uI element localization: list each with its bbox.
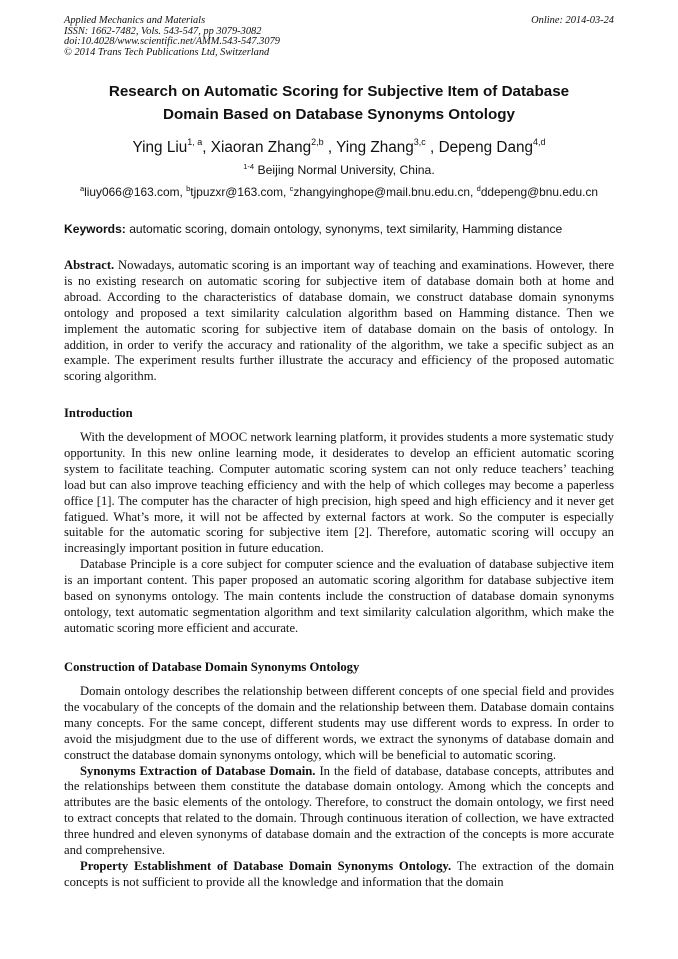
email-address: ddepeng@bnu.edu.cn xyxy=(480,185,599,199)
paragraph-text: The extraction of the domain concepts is not sufficient to provide all the knowledge and information that the domain xyxy=(64,858,614,889)
affiliation-mark: 1-4 xyxy=(243,162,255,171)
paper-title xyxy=(64,80,614,126)
author-name: Ying Liu xyxy=(132,139,188,156)
paragraph xyxy=(64,764,614,859)
author-affiliation-mark: 2,b xyxy=(311,137,324,147)
section-introduction xyxy=(64,430,614,637)
title-line: Domain Based on Database Synonyms Ontology xyxy=(163,106,515,123)
abstract-text: Nowadays, automatic scoring is an important way of teaching and examinations. However, there is no existing research on automatic scoring for subjective item of database domain both at home and abroad. According to the characteristics of database domain, we construct database domain synonyms ontology and proposed a text similarity calculation algorithm based on Hamming distance. Then we implement the automatic scoring for subjective item of database domain on the basis of ontology. In addition, in order to verify the accuracy and rationality of the algorithm, we take a specific subject as an example. The experiment results further illustrate the accuracy and efficiency of the proposed automatic scoring algorithm. xyxy=(64,258,614,384)
paragraph: Database Principle is a core subject for computer science and the evaluation of database subjective item is an important content. This paper proposed an automatic scoring algorithm for database subjective item based on synonyms ontology. The main contents include the construction of database domain synonyms ontology, text automatic segmentation algorithm and text similarity calculation algorithm, which make the automatic scoring more efficient and accurate. xyxy=(64,557,614,635)
author-name: Xiaoran Zhang xyxy=(210,139,312,156)
online-date: Online: 2014-03-24 xyxy=(531,15,614,26)
journal-header xyxy=(64,16,614,58)
issn-line: ISSN: 1662-7482, Vols. 543-547, pp 3079-3082 xyxy=(64,25,262,37)
keywords xyxy=(64,222,614,236)
section-heading-construction: Construction of Database Domain Synonyms Ontology xyxy=(64,660,360,674)
author-affiliation-mark: 4,d xyxy=(532,137,546,147)
email-mark: a xyxy=(79,184,85,193)
section-construction xyxy=(64,684,614,891)
author-separator: , xyxy=(202,139,211,156)
copyright-line: © 2014 Trans Tech Publications Ltd, Switzerland xyxy=(64,46,270,58)
email-address: liuy066@163.com, xyxy=(84,185,187,199)
author-name: Depeng Dang xyxy=(438,139,533,156)
email-mark: d xyxy=(476,184,481,193)
paragraph: With the development of MOOC network learning platform, it provides students a more systematic study opportunity. In this new online learning mode, it desiderates to develop an efficient automatic scoring system to facilitate teaching. Computer automatic scoring system can not only reduce teachers’ teaching load but can also improve teaching efficiency and with the help of which colleges may become a paperless office [1]. The computer has the character of high precision, high speed and high efficiency and it never get fatigued. What’s more, it will not be affected by external factors at work. So the computer is especially suitable for the automatic scoring for subjective item [2]. Therefore, automatic scoring will occupy an increasingly important position in future education. xyxy=(64,430,614,556)
paragraph-text: In the field of database, database concepts, attributes and the relationships between them constitute the database domain ontology. Among which the concepts and attributes are the basic elements of the ontology. Therefore, to construct the domain ontology, we first need to extract concepts that related to the domain. Through continuous iteration of collection, we have extracted three hundred and eleven synonyms of database domain and the extraction of the concepts is more accurate and comprehensive. xyxy=(64,763,614,858)
journal-name: Applied Mechanics and Materials xyxy=(64,15,206,26)
email-address: tjpuzxr@163.com, xyxy=(190,185,290,199)
affiliation-text: Beijing Normal University, China. xyxy=(254,163,435,177)
email-address: zhangyinghope@mail.bnu.edu.cn, xyxy=(293,185,477,199)
section-heading-introduction: Introduction xyxy=(64,406,133,420)
paragraph: Domain ontology describes the relationship between different concepts of one special field and provides the vocabulary of the concepts of the domain and the relationship between them. Database domain contains many concepts. For the same concept, different students may use different words to express. In order to avoid the misjudgment due to the use of different words, we extract the synonyms of database domain and construct the database domain synonyms ontology, which will be beneficial to automatic scoring. xyxy=(64,684,614,762)
author-name: Ying Zhang xyxy=(336,139,414,156)
author-affiliation-mark: 3,c xyxy=(413,137,426,147)
abstract xyxy=(64,258,614,385)
email-mark: b xyxy=(186,184,191,193)
author-separator: , xyxy=(323,139,337,156)
title-line: Research on Automatic Scoring for Subjective Item of Database xyxy=(108,83,570,100)
affiliation xyxy=(64,163,614,177)
keywords-label: Keywords: xyxy=(64,222,126,236)
abstract-label: Abstract. xyxy=(64,258,115,272)
doi-line: doi:10.4028/www.scientific.net/AMM.543-547.3079 xyxy=(64,36,280,48)
author-separator: , xyxy=(425,139,439,156)
author-list xyxy=(40,138,638,158)
subsection-label: Property Establishment of Database Domain Synonyms Ontology. xyxy=(80,858,452,873)
author-affiliation-mark: 1, a xyxy=(187,137,203,147)
paragraph xyxy=(64,859,614,891)
keywords-text: automatic scoring, domain ontology, synonyms, text similarity, Hamming distance xyxy=(125,222,563,236)
email-mark: c xyxy=(289,184,294,193)
subsection-label: Synonyms Extraction of Database Domain. xyxy=(80,763,316,778)
email-list xyxy=(56,185,622,199)
